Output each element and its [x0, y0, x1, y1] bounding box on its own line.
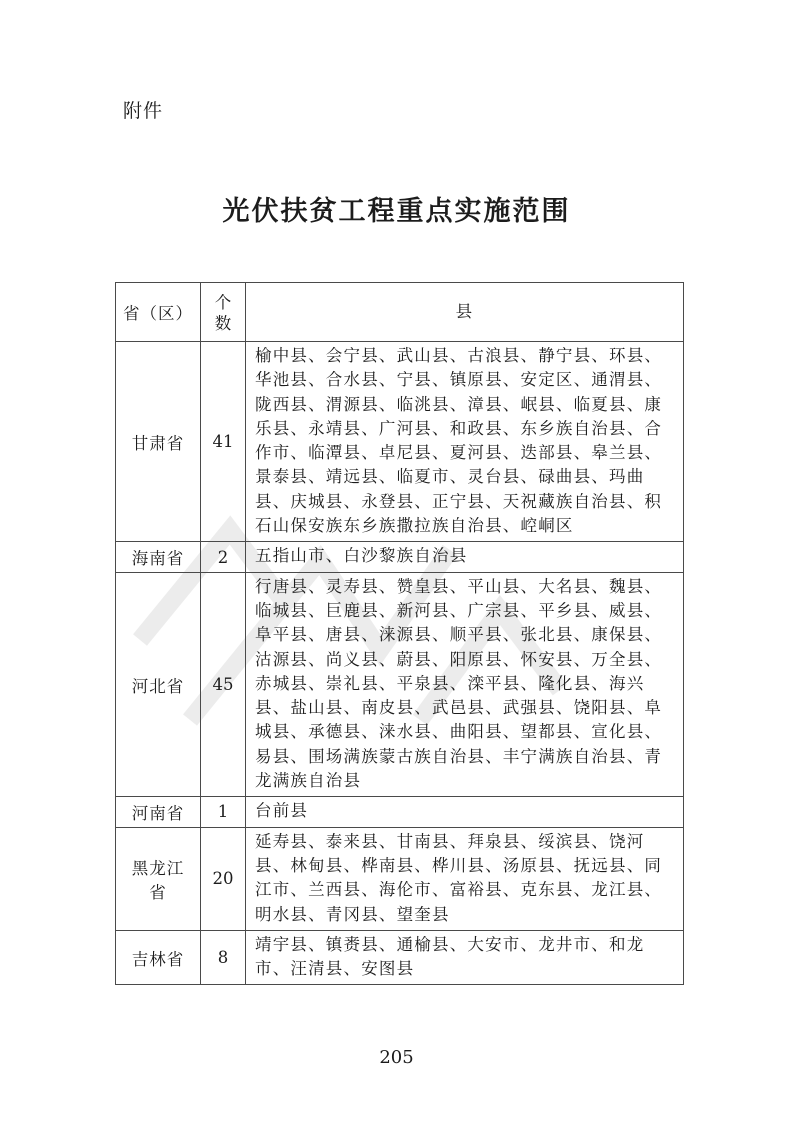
- page-number: 205: [379, 1047, 414, 1068]
- counties-cell: 延寿县、泰来县、甘南县、拜泉县、绥滨县、饶河县、林甸县、桦南县、桦川县、汤原县、抚远县、同江市、兰西县、海伦市、富裕县、克东县、龙江县、明水县、青冈县、望奎县: [246, 827, 684, 930]
- province-line2: 省: [149, 882, 167, 902]
- implementation-scope-table: [115, 282, 684, 985]
- province-cell: 吉林省: [116, 930, 201, 985]
- count-cell: 20: [201, 827, 246, 930]
- province-cell: 海南省: [116, 542, 201, 572]
- header-count-line2: 数: [214, 314, 232, 333]
- count-cell: 41: [201, 342, 246, 542]
- province-line1: 黑龙江: [131, 858, 185, 878]
- count-cell: 2: [201, 542, 246, 572]
- table-row: [116, 797, 684, 827]
- table-row: [116, 342, 684, 542]
- counties-cell: 台前县: [246, 797, 684, 827]
- count-cell: 8: [201, 930, 246, 985]
- table-row: [116, 930, 684, 985]
- province-cell: [116, 827, 201, 930]
- header-counties: 县: [246, 283, 684, 342]
- table-row: [116, 542, 684, 572]
- table-row: [116, 827, 684, 930]
- province-cell: 河南省: [116, 797, 201, 827]
- header-province: 省（区）: [116, 283, 201, 342]
- header-count-line1: 个: [214, 293, 232, 312]
- counties-cell: 五指山市、白沙黎族自治县: [246, 542, 684, 572]
- counties-cell: 榆中县、会宁县、武山县、古浪县、静宁县、环县、华池县、合水县、宁县、镇原县、安定区、通渭县、陇西县、渭源县、临洮县、漳县、岷县、临夏县、康乐县、永靖县、广河县、和政县、东乡族自治县、合作市、临潭县、卓尼县、夏河县、迭部县、皋兰县、景泰县、靖远县、临夏市、灵台县、碌曲县、玛曲县、庆城县、永登县、正宁县、天祝藏族自治县、积石山保安族东乡族撒拉族自治县、崆峒区: [246, 342, 684, 542]
- table-row: [116, 572, 684, 797]
- province-cell: 河北省: [116, 572, 201, 797]
- annex-label: 附件: [123, 100, 164, 122]
- province-cell: 甘肃省: [116, 342, 201, 542]
- counties-cell: 行唐县、灵寿县、赞皇县、平山县、大名县、魏县、临城县、巨鹿县、新河县、广宗县、平乡县、威县、阜平县、唐县、涞源县、顺平县、张北县、康保县、沽源县、尚义县、蔚县、阳原县、怀安县、万全县、赤城县、崇礼县、平泉县、滦平县、隆化县、海兴县、盐山县、南皮县、武邑县、武强县、饶阳县、阜城县、承德县、涞水县、曲阳县、望都县、宣化县、易县、围场满族蒙古族自治县、丰宁满族自治县、青龙满族自治县: [246, 572, 684, 797]
- counties-cell: 靖宇县、镇赉县、通榆县、大安市、龙井市、和龙市、汪清县、安图县: [246, 930, 684, 985]
- document-title: 光伏扶贫工程重点实施范围: [222, 196, 571, 227]
- header-count: [201, 283, 246, 342]
- count-cell: 1: [201, 797, 246, 827]
- table-header-row: [116, 283, 684, 342]
- count-cell: 45: [201, 572, 246, 797]
